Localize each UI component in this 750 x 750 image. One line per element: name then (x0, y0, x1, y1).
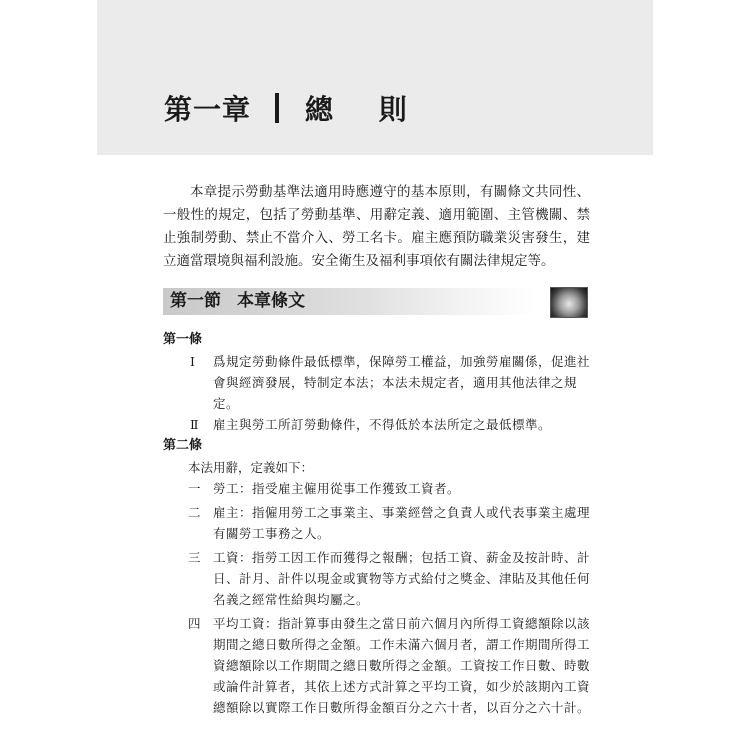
item-number: 四 (188, 616, 202, 631)
item-text: 勞工：指受雇主僱用從事工作獲致工資者。 (213, 481, 461, 496)
article-2-intro: 本法用辭，定義如下： (188, 460, 314, 475)
article-1-paragraph-1 (163, 351, 593, 414)
paragraph-text: 爲規定勞動條件最低標準，保障勞工權益，加強勞雇關係，促進社會與經濟發展，特制定本法；本法未規定者，適用其他法律之規定。 (213, 354, 591, 411)
chapter-title (164, 88, 425, 128)
paragraph-number: Ⅱ (190, 417, 199, 432)
article-2-item-4 (163, 613, 593, 718)
section-number: 第一節 (170, 291, 221, 311)
law-text (163, 329, 593, 718)
chapter-name: 總 則 (305, 93, 425, 126)
section-decoration-image (550, 287, 588, 318)
item-number: 三 (188, 550, 202, 565)
chapter-divider-bar (275, 93, 279, 123)
section-title (170, 288, 305, 315)
paragraph-number: Ⅰ (190, 354, 196, 369)
article-1-paragraph-2 (163, 414, 593, 435)
article-2-item-3 (163, 547, 593, 610)
item-text: 平均工資：指計算事由發生之當日前六個月內所得工資總額除以該期間之總日數所得之金額。工作未滿六個月者，謂工作期間所得工資總額除以工作期間之總日數所得之金額。工資按工作日數、時數或論件計算者，其依上述方式計算之平均工資，如少於該期內工資總額除以實際工作日數所得金額百分之六十者，以百分之六十計。 (213, 616, 591, 715)
article-2-item-2 (163, 502, 593, 544)
chapter-number: 第一章 (164, 93, 252, 126)
article-2-heading: 第二條 (163, 438, 203, 453)
item-text: 工資：指勞工因工作而獲得之報酬；包括工資、薪金及按計時、計日、計月、計件以現金或實物等方式給付之獎金、津貼及其他任何名義之經常性給與均屬之。 (213, 550, 591, 607)
item-number: 一 (188, 481, 202, 496)
paragraph-text: 雇主與勞工所訂勞動條件，不得低於本法所定之最低標準。 (213, 417, 552, 432)
item-number: 二 (188, 505, 202, 520)
intro-paragraph: 本章提示勞動基準法適用時應遵守的基本原則，有關條文共同性、一般性的規定，包括了勞動基準、用辭定義、適用範圍、主管機關、禁止強制勞動、禁止不當介入、勞工名卡。雇主應預防職業災害發生，建立適當環境與福利設施。安全衛生及福利事項依有關法律規定等。 (163, 184, 590, 269)
chapter-intro (163, 181, 590, 273)
article-1-heading: 第一條 (163, 332, 203, 347)
item-text: 雇主：指僱用勞工之事業主、事業經營之負責人或代表事業主處理有關勞工事務之人。 (213, 505, 591, 541)
chapter-header-band (97, 0, 653, 155)
section-name: 本章條文 (237, 291, 305, 311)
article-2-item-1 (163, 478, 593, 499)
